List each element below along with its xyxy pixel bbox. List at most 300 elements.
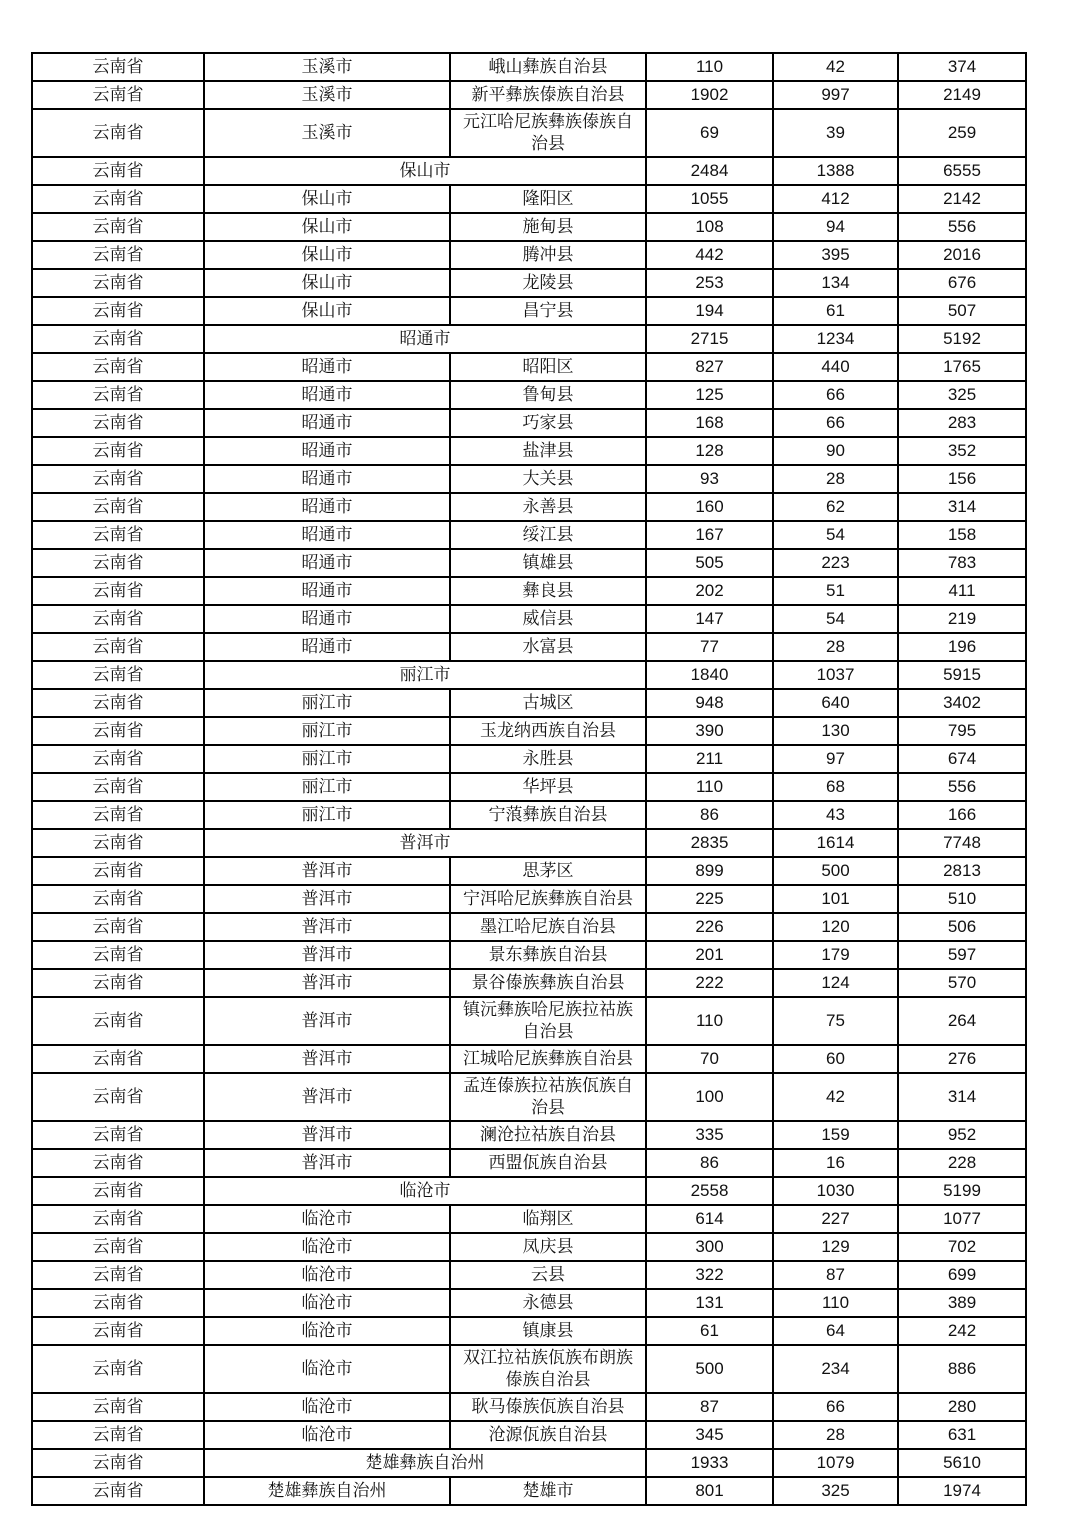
cell-county: 耿马傣族佤族自治县 [450,1393,646,1421]
cell-county: 峨山彝族自治县 [450,53,646,81]
cell-value-3: 283 [898,409,1026,437]
cell-city: 楚雄彝族自治州 [204,1477,450,1505]
cell-city: 昭通市 [204,353,450,381]
cell-value-1: 110 [646,53,773,81]
cell-city: 保山市 [204,269,450,297]
cell-value-1: 201 [646,941,773,969]
cell-city: 昭通市 [204,605,450,633]
cell-county: 玉龙纳西族自治县 [450,717,646,745]
cell-value-1: 335 [646,1121,773,1149]
table-row [32,213,1026,241]
cell-county: 施甸县 [450,213,646,241]
table-row [32,1449,1026,1477]
cell-city-merged: 临沧市 [204,1177,646,1205]
cell-value-1: 160 [646,493,773,521]
cell-city: 丽江市 [204,745,450,773]
cell-city: 昭通市 [204,465,450,493]
table-row [32,997,1026,1045]
cell-city: 临沧市 [204,1317,450,1345]
cell-value-3: 5915 [898,661,1026,689]
cell-value-2: 227 [773,1205,898,1233]
cell-value-1: 2715 [646,325,773,353]
cell-county: 沧源佤族自治县 [450,1421,646,1449]
cell-province: 云南省 [32,1421,204,1449]
table-row [32,241,1026,269]
cell-value-1: 194 [646,297,773,325]
cell-province: 云南省 [32,381,204,409]
cell-province: 云南省 [32,1477,204,1505]
table-row [32,745,1026,773]
cell-county: 绥江县 [450,521,646,549]
cell-value-2: 43 [773,801,898,829]
cell-value-3: 5192 [898,325,1026,353]
cell-value-2: 51 [773,577,898,605]
cell-value-2: 997 [773,81,898,109]
table-row [32,53,1026,81]
cell-value-1: 211 [646,745,773,773]
cell-value-3: 570 [898,969,1026,997]
cell-value-3: 886 [898,1345,1026,1393]
cell-city: 普洱市 [204,941,450,969]
cell-value-3: 2813 [898,857,1026,885]
cell-value-2: 94 [773,213,898,241]
cell-province: 云南省 [32,997,204,1045]
cell-value-1: 100 [646,1073,773,1121]
cell-value-1: 253 [646,269,773,297]
cell-city: 丽江市 [204,801,450,829]
cell-value-3: 314 [898,1073,1026,1121]
cell-city: 昭通市 [204,633,450,661]
cell-value-2: 1614 [773,829,898,857]
cell-value-3: 6555 [898,157,1026,185]
cell-value-3: 510 [898,885,1026,913]
cell-value-2: 159 [773,1121,898,1149]
cell-value-1: 61 [646,1317,773,1345]
table-row [32,941,1026,969]
cell-value-2: 28 [773,465,898,493]
cell-city: 临沧市 [204,1393,450,1421]
table-row [32,1205,1026,1233]
cell-value-3: 1077 [898,1205,1026,1233]
cell-value-1: 801 [646,1477,773,1505]
cell-value-1: 390 [646,717,773,745]
cell-province: 云南省 [32,1121,204,1149]
table-row [32,1289,1026,1317]
cell-province: 云南省 [32,521,204,549]
cell-value-1: 202 [646,577,773,605]
cell-province: 云南省 [32,437,204,465]
cell-city: 临沧市 [204,1289,450,1317]
cell-province: 云南省 [32,857,204,885]
cell-province: 云南省 [32,577,204,605]
table-row [32,1073,1026,1121]
cell-value-2: 134 [773,269,898,297]
cell-value-2: 1234 [773,325,898,353]
cell-value-3: 166 [898,801,1026,829]
cell-county: 镇雄县 [450,549,646,577]
cell-county: 元江哈尼族彝族傣族自治县 [450,109,646,157]
cell-county: 镇沅彝族哈尼族拉祜族自治县 [450,997,646,1045]
cell-province: 云南省 [32,81,204,109]
cell-province: 云南省 [32,1205,204,1233]
table-row [32,773,1026,801]
cell-value-1: 2484 [646,157,773,185]
cell-value-3: 676 [898,269,1026,297]
cell-value-2: 39 [773,109,898,157]
cell-value-1: 442 [646,241,773,269]
cell-city: 普洱市 [204,1149,450,1177]
cell-value-2: 62 [773,493,898,521]
table-row [32,689,1026,717]
cell-city: 临沧市 [204,1233,450,1261]
statistics-table-body [32,53,1026,1505]
cell-county: 巧家县 [450,409,646,437]
cell-city: 临沧市 [204,1421,450,1449]
cell-province: 云南省 [32,1261,204,1289]
cell-county: 隆阳区 [450,185,646,213]
cell-value-1: 300 [646,1233,773,1261]
cell-value-1: 69 [646,109,773,157]
cell-province: 云南省 [32,689,204,717]
table-row [32,549,1026,577]
cell-province: 云南省 [32,213,204,241]
cell-county: 鲁甸县 [450,381,646,409]
cell-city: 昭通市 [204,521,450,549]
cell-city: 丽江市 [204,717,450,745]
cell-value-3: 5610 [898,1449,1026,1477]
cell-city: 昭通市 [204,409,450,437]
cell-city: 昭通市 [204,437,450,465]
cell-value-3: 506 [898,913,1026,941]
cell-value-2: 325 [773,1477,898,1505]
cell-province: 云南省 [32,465,204,493]
statistics-table [31,52,1027,1506]
cell-city: 普洱市 [204,1045,450,1073]
table-row [32,157,1026,185]
cell-value-1: 899 [646,857,773,885]
cell-value-2: 500 [773,857,898,885]
cell-value-3: 795 [898,717,1026,745]
cell-county: 临翔区 [450,1205,646,1233]
table-row [32,1317,1026,1345]
cell-county: 楚雄市 [450,1477,646,1505]
cell-city: 玉溪市 [204,81,450,109]
cell-value-3: 2149 [898,81,1026,109]
cell-city: 临沧市 [204,1205,450,1233]
cell-value-3: 242 [898,1317,1026,1345]
cell-city: 玉溪市 [204,53,450,81]
cell-province: 云南省 [32,913,204,941]
table-row [32,269,1026,297]
cell-value-2: 66 [773,409,898,437]
cell-value-2: 124 [773,969,898,997]
cell-city: 保山市 [204,297,450,325]
cell-value-1: 222 [646,969,773,997]
cell-value-1: 2835 [646,829,773,857]
table-row [32,605,1026,633]
cell-value-2: 110 [773,1289,898,1317]
cell-county: 新平彝族傣族自治县 [450,81,646,109]
table-row [32,1177,1026,1205]
table-row [32,1393,1026,1421]
cell-value-2: 234 [773,1345,898,1393]
table-row [32,521,1026,549]
cell-province: 云南省 [32,297,204,325]
cell-value-1: 225 [646,885,773,913]
cell-value-3: 556 [898,773,1026,801]
cell-province: 云南省 [32,969,204,997]
cell-value-3: 783 [898,549,1026,577]
cell-county: 镇康县 [450,1317,646,1345]
table-row [32,1261,1026,1289]
cell-county: 彝良县 [450,577,646,605]
cell-value-2: 440 [773,353,898,381]
cell-value-3: 702 [898,1233,1026,1261]
cell-value-3: 5199 [898,1177,1026,1205]
cell-value-3: 7748 [898,829,1026,857]
cell-value-1: 1902 [646,81,773,109]
cell-value-3: 411 [898,577,1026,605]
cell-value-3: 2142 [898,185,1026,213]
table-row [32,969,1026,997]
cell-value-3: 259 [898,109,1026,157]
cell-value-3: 156 [898,465,1026,493]
cell-county: 凤庆县 [450,1233,646,1261]
cell-county: 昌宁县 [450,297,646,325]
table-row [32,857,1026,885]
cell-value-1: 2558 [646,1177,773,1205]
cell-province: 云南省 [32,1393,204,1421]
cell-value-3: 196 [898,633,1026,661]
cell-city: 普洱市 [204,997,450,1045]
cell-county: 龙陵县 [450,269,646,297]
cell-value-2: 223 [773,549,898,577]
cell-province: 云南省 [32,633,204,661]
cell-value-1: 500 [646,1345,773,1393]
cell-value-1: 827 [646,353,773,381]
cell-county: 大关县 [450,465,646,493]
cell-value-3: 674 [898,745,1026,773]
cell-value-3: 597 [898,941,1026,969]
cell-value-1: 322 [646,1261,773,1289]
cell-county: 水富县 [450,633,646,661]
cell-county: 墨江哈尼族自治县 [450,913,646,941]
cell-value-2: 75 [773,997,898,1045]
cell-province: 云南省 [32,717,204,745]
cell-value-1: 86 [646,1149,773,1177]
cell-value-3: 325 [898,381,1026,409]
table-row [32,913,1026,941]
cell-value-3: 389 [898,1289,1026,1317]
cell-county: 双江拉祜族佤族布朗族傣族自治县 [450,1345,646,1393]
cell-value-3: 314 [898,493,1026,521]
cell-city: 昭通市 [204,381,450,409]
cell-value-2: 1037 [773,661,898,689]
cell-city: 昭通市 [204,549,450,577]
cell-county: 永善县 [450,493,646,521]
table-row [32,1045,1026,1073]
cell-province: 云南省 [32,1149,204,1177]
cell-value-2: 412 [773,185,898,213]
cell-city: 丽江市 [204,689,450,717]
cell-city: 普洱市 [204,885,450,913]
table-row [32,409,1026,437]
cell-value-2: 130 [773,717,898,745]
cell-value-2: 129 [773,1233,898,1261]
cell-province: 云南省 [32,941,204,969]
cell-city: 丽江市 [204,773,450,801]
cell-city: 普洱市 [204,1121,450,1149]
cell-value-3: 3402 [898,689,1026,717]
cell-value-1: 147 [646,605,773,633]
cell-value-1: 110 [646,997,773,1045]
cell-province: 云南省 [32,353,204,381]
cell-city: 保山市 [204,185,450,213]
cell-value-2: 640 [773,689,898,717]
cell-city: 保山市 [204,241,450,269]
cell-value-1: 168 [646,409,773,437]
cell-county: 古城区 [450,689,646,717]
table-row [32,633,1026,661]
cell-city: 临沧市 [204,1345,450,1393]
cell-value-3: 1974 [898,1477,1026,1505]
cell-province: 云南省 [32,269,204,297]
cell-province: 云南省 [32,1449,204,1477]
cell-province: 云南省 [32,1073,204,1121]
cell-value-2: 66 [773,381,898,409]
cell-city: 昭通市 [204,493,450,521]
cell-value-2: 60 [773,1045,898,1073]
cell-county: 景谷傣族彝族自治县 [450,969,646,997]
cell-province: 云南省 [32,157,204,185]
cell-value-2: 1388 [773,157,898,185]
cell-county: 宁蒗彝族自治县 [450,801,646,829]
table-row [32,1149,1026,1177]
cell-value-2: 395 [773,241,898,269]
table-row [32,493,1026,521]
table-row [32,465,1026,493]
cell-value-3: 952 [898,1121,1026,1149]
cell-value-2: 101 [773,885,898,913]
cell-value-2: 120 [773,913,898,941]
cell-value-1: 1055 [646,185,773,213]
cell-value-2: 16 [773,1149,898,1177]
cell-province: 云南省 [32,773,204,801]
cell-province: 云南省 [32,185,204,213]
cell-value-2: 90 [773,437,898,465]
cell-city: 玉溪市 [204,109,450,157]
cell-county: 宁洱哈尼族彝族自治县 [450,885,646,913]
cell-county: 盐津县 [450,437,646,465]
cell-value-2: 61 [773,297,898,325]
table-row [32,185,1026,213]
cell-value-3: 699 [898,1261,1026,1289]
table-row [32,717,1026,745]
table-row [32,325,1026,353]
cell-city-merged: 丽江市 [204,661,646,689]
cell-province: 云南省 [32,53,204,81]
cell-province: 云南省 [32,661,204,689]
cell-county: 永德县 [450,1289,646,1317]
cell-province: 云南省 [32,801,204,829]
cell-province: 云南省 [32,829,204,857]
table-row [32,1121,1026,1149]
cell-value-1: 77 [646,633,773,661]
cell-province: 云南省 [32,549,204,577]
cell-county: 华坪县 [450,773,646,801]
cell-county: 威信县 [450,605,646,633]
cell-value-2: 42 [773,53,898,81]
table-row [32,885,1026,913]
cell-county: 云县 [450,1261,646,1289]
table-row [32,829,1026,857]
cell-value-2: 179 [773,941,898,969]
cell-value-1: 108 [646,213,773,241]
cell-value-1: 87 [646,1393,773,1421]
cell-value-1: 614 [646,1205,773,1233]
cell-county: 孟连傣族拉祜族佤族自治县 [450,1073,646,1121]
cell-value-3: 2016 [898,241,1026,269]
cell-county: 江城哈尼族彝族自治县 [450,1045,646,1073]
cell-value-1: 70 [646,1045,773,1073]
cell-province: 云南省 [32,325,204,353]
cell-city: 昭通市 [204,577,450,605]
cell-city-merged: 普洱市 [204,829,646,857]
cell-county: 澜沧拉祜族自治县 [450,1121,646,1149]
cell-value-1: 110 [646,773,773,801]
cell-province: 云南省 [32,409,204,437]
cell-province: 云南省 [32,1045,204,1073]
cell-value-2: 87 [773,1261,898,1289]
cell-value-3: 374 [898,53,1026,81]
cell-value-1: 505 [646,549,773,577]
cell-county: 永胜县 [450,745,646,773]
cell-county: 昭阳区 [450,353,646,381]
cell-value-3: 219 [898,605,1026,633]
cell-city: 普洱市 [204,913,450,941]
table-row [32,577,1026,605]
table-row [32,297,1026,325]
cell-value-1: 131 [646,1289,773,1317]
cell-province: 云南省 [32,109,204,157]
cell-city: 普洱市 [204,969,450,997]
cell-province: 云南省 [32,745,204,773]
cell-province: 云南省 [32,1317,204,1345]
cell-value-1: 948 [646,689,773,717]
table-row [32,1345,1026,1393]
cell-value-2: 54 [773,521,898,549]
cell-value-1: 226 [646,913,773,941]
cell-city-merged: 昭通市 [204,325,646,353]
cell-value-3: 1765 [898,353,1026,381]
cell-value-1: 167 [646,521,773,549]
cell-value-1: 1840 [646,661,773,689]
cell-value-1: 125 [646,381,773,409]
table-row [32,109,1026,157]
cell-value-3: 631 [898,1421,1026,1449]
cell-city: 保山市 [204,213,450,241]
cell-county: 腾冲县 [450,241,646,269]
cell-value-3: 264 [898,997,1026,1045]
cell-value-2: 97 [773,745,898,773]
cell-value-2: 54 [773,605,898,633]
cell-value-2: 66 [773,1393,898,1421]
cell-province: 云南省 [32,1345,204,1393]
cell-province: 云南省 [32,605,204,633]
cell-value-1: 128 [646,437,773,465]
cell-province: 云南省 [32,1289,204,1317]
cell-value-1: 86 [646,801,773,829]
